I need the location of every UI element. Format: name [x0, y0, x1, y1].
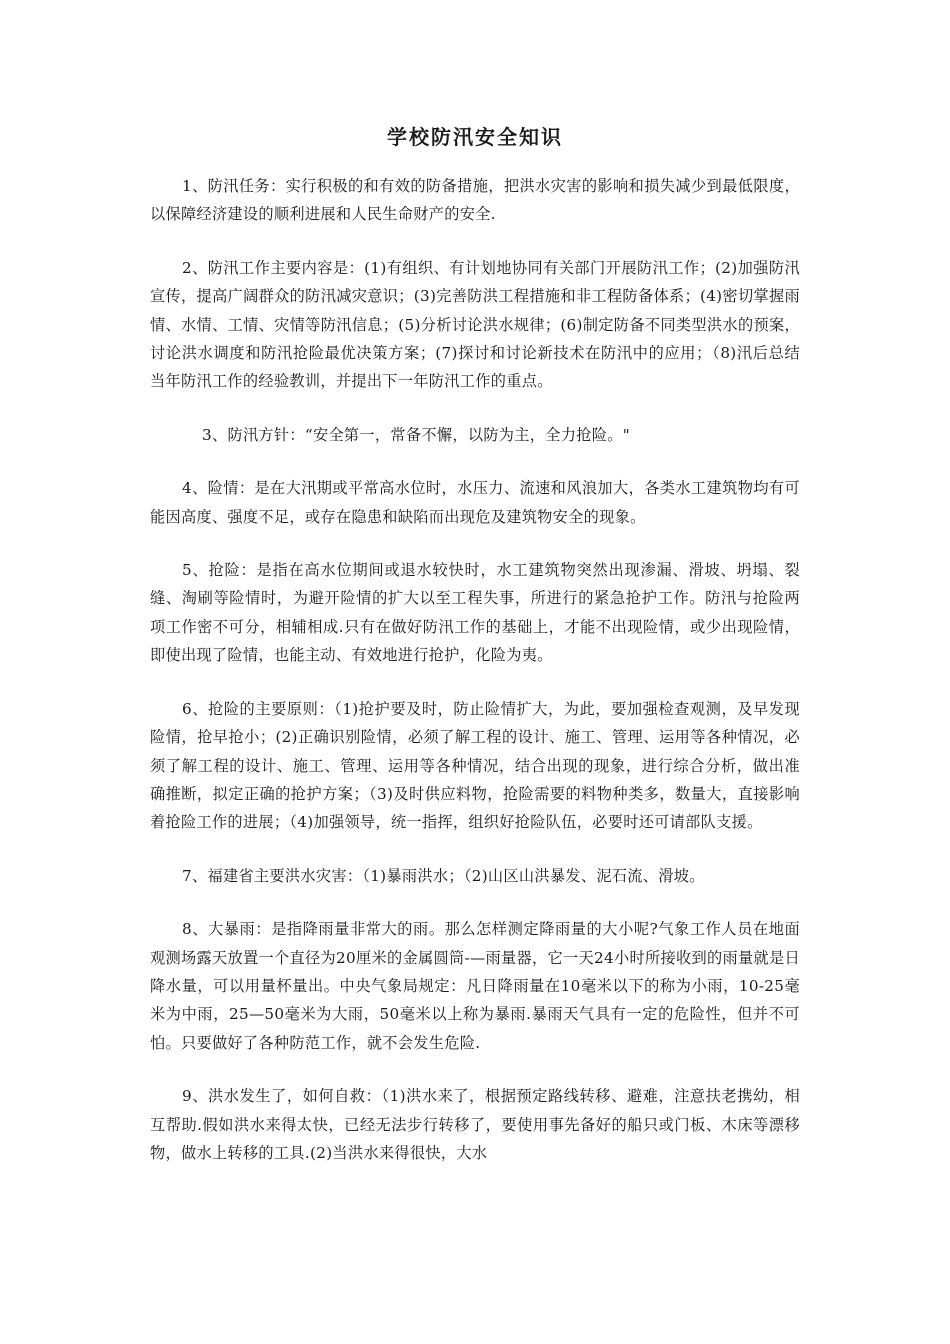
paragraph-7: 7、福建省主要洪水灾害：（1)暴雨洪水；（2)山区山洪暴发、泥石流、滑坡。	[182, 866, 705, 885]
paragraph-5: 5、抢险：是指在高水位期间或退水较快时，水工建筑物突然出现渗漏、滑坡、坍塌、裂缝、淘刷等险情时，为避开险情的扩大以至工程失事，所进行的紧急抢护工作。防汛与抢险两项工作密不可分，相辅相成.只有在做好防汛工作的基础上，才能不出现险情，或少出现险情，即使出现了险情，也能主动、有效地进行抢护，化险为夷。	[150, 561, 800, 665]
paragraph-3: 3、防汛方针：“安全第一，常备不懈，以防为主，全力抢险。"	[202, 425, 630, 444]
paragraph-9: 9、洪水发生了，如何自救：（1)洪水来了，根据预定路线转移、避难，注意扶老携幼，相互帮助.假如洪水来得太快，已经无法步行转移了，要使用事先备好的船只或门板、木床等漂移物，做水上转移的工具.(2)当洪水来得很快，大水	[150, 1087, 800, 1162]
document-title: 学校防汛安全知识	[387, 125, 563, 149]
paragraph-4: 4、险情：是在大汛期或平常高水位时，水压力、流速和风浪加大，各类水工建筑物均有可能因高度、强度不足，或存在隐患和缺陷而出现危及建筑物安全的现象。	[150, 479, 800, 526]
paragraph-6: 6、抢险的主要原则：（1)抢护要及时，防止险情扩大，为此，要加强检查观测，及早发现险情，抢早抢小；(2)正确识别险情，必须了解工程的设计、施工、管理、运用等各种情况，必须了解工程的设计、施工、管理、运用等各种情况，结合出现的现象，进行综合分析，做出准确推断，拟定正确的抢护方案；（3)及时供应料物，抢险需要的料物种类多，数量大，直接影响着抢险工作的进展；（4)加强领导，统一指挥，组织好抢险队伍，必要时还可请部队支援。	[150, 699, 800, 832]
paragraph-8: 8、大暴雨：是指降雨量非常大的雨。那么怎样测定降雨量的大小呢?气象工作人员在地面观测场露天放置一个直径为20厘米的金属圆筒-—雨量器，它一天24小时所接收到的雨量就是日降水量，可以用量杯量出。中央气象局规定：凡日降雨量在10毫米以下的称为小雨，10-25毫米为中雨，25—50毫米为大雨，50毫米以上称为暴雨.暴雨天气具有一定的危险性，但并不可怕。只要做好了各种防范工作，就不会发生危险.	[150, 920, 800, 1052]
paragraph-2: 2、防汛工作主要内容是：(1)有组织、有计划地协同有关部门开展防汛工作；(2)加强防汛宣传，提高广阔群众的防汛减灾意识；(3)完善防洪工程措施和非工程防备体系；(4)密切掌握雨情、水情、工情、灾情等防汛信息；(5)分析讨论洪水规律；(6)制定防备不同类型洪水的预案，讨论洪水调度和防汛抢险最优决策方案；(7)探讨和讨论新技术在防汛中的应用；（8)汛后总结当年防汛工作的经验教训，并提出下一年防汛工作的重点。	[150, 258, 800, 391]
paragraph-1: 1、防汛任务：实行积极的和有效的防备措施，把洪水灾害的影响和损失减少到最低限度，以保障经济建设的顺利进展和人民生命财产的安全.	[150, 177, 800, 224]
